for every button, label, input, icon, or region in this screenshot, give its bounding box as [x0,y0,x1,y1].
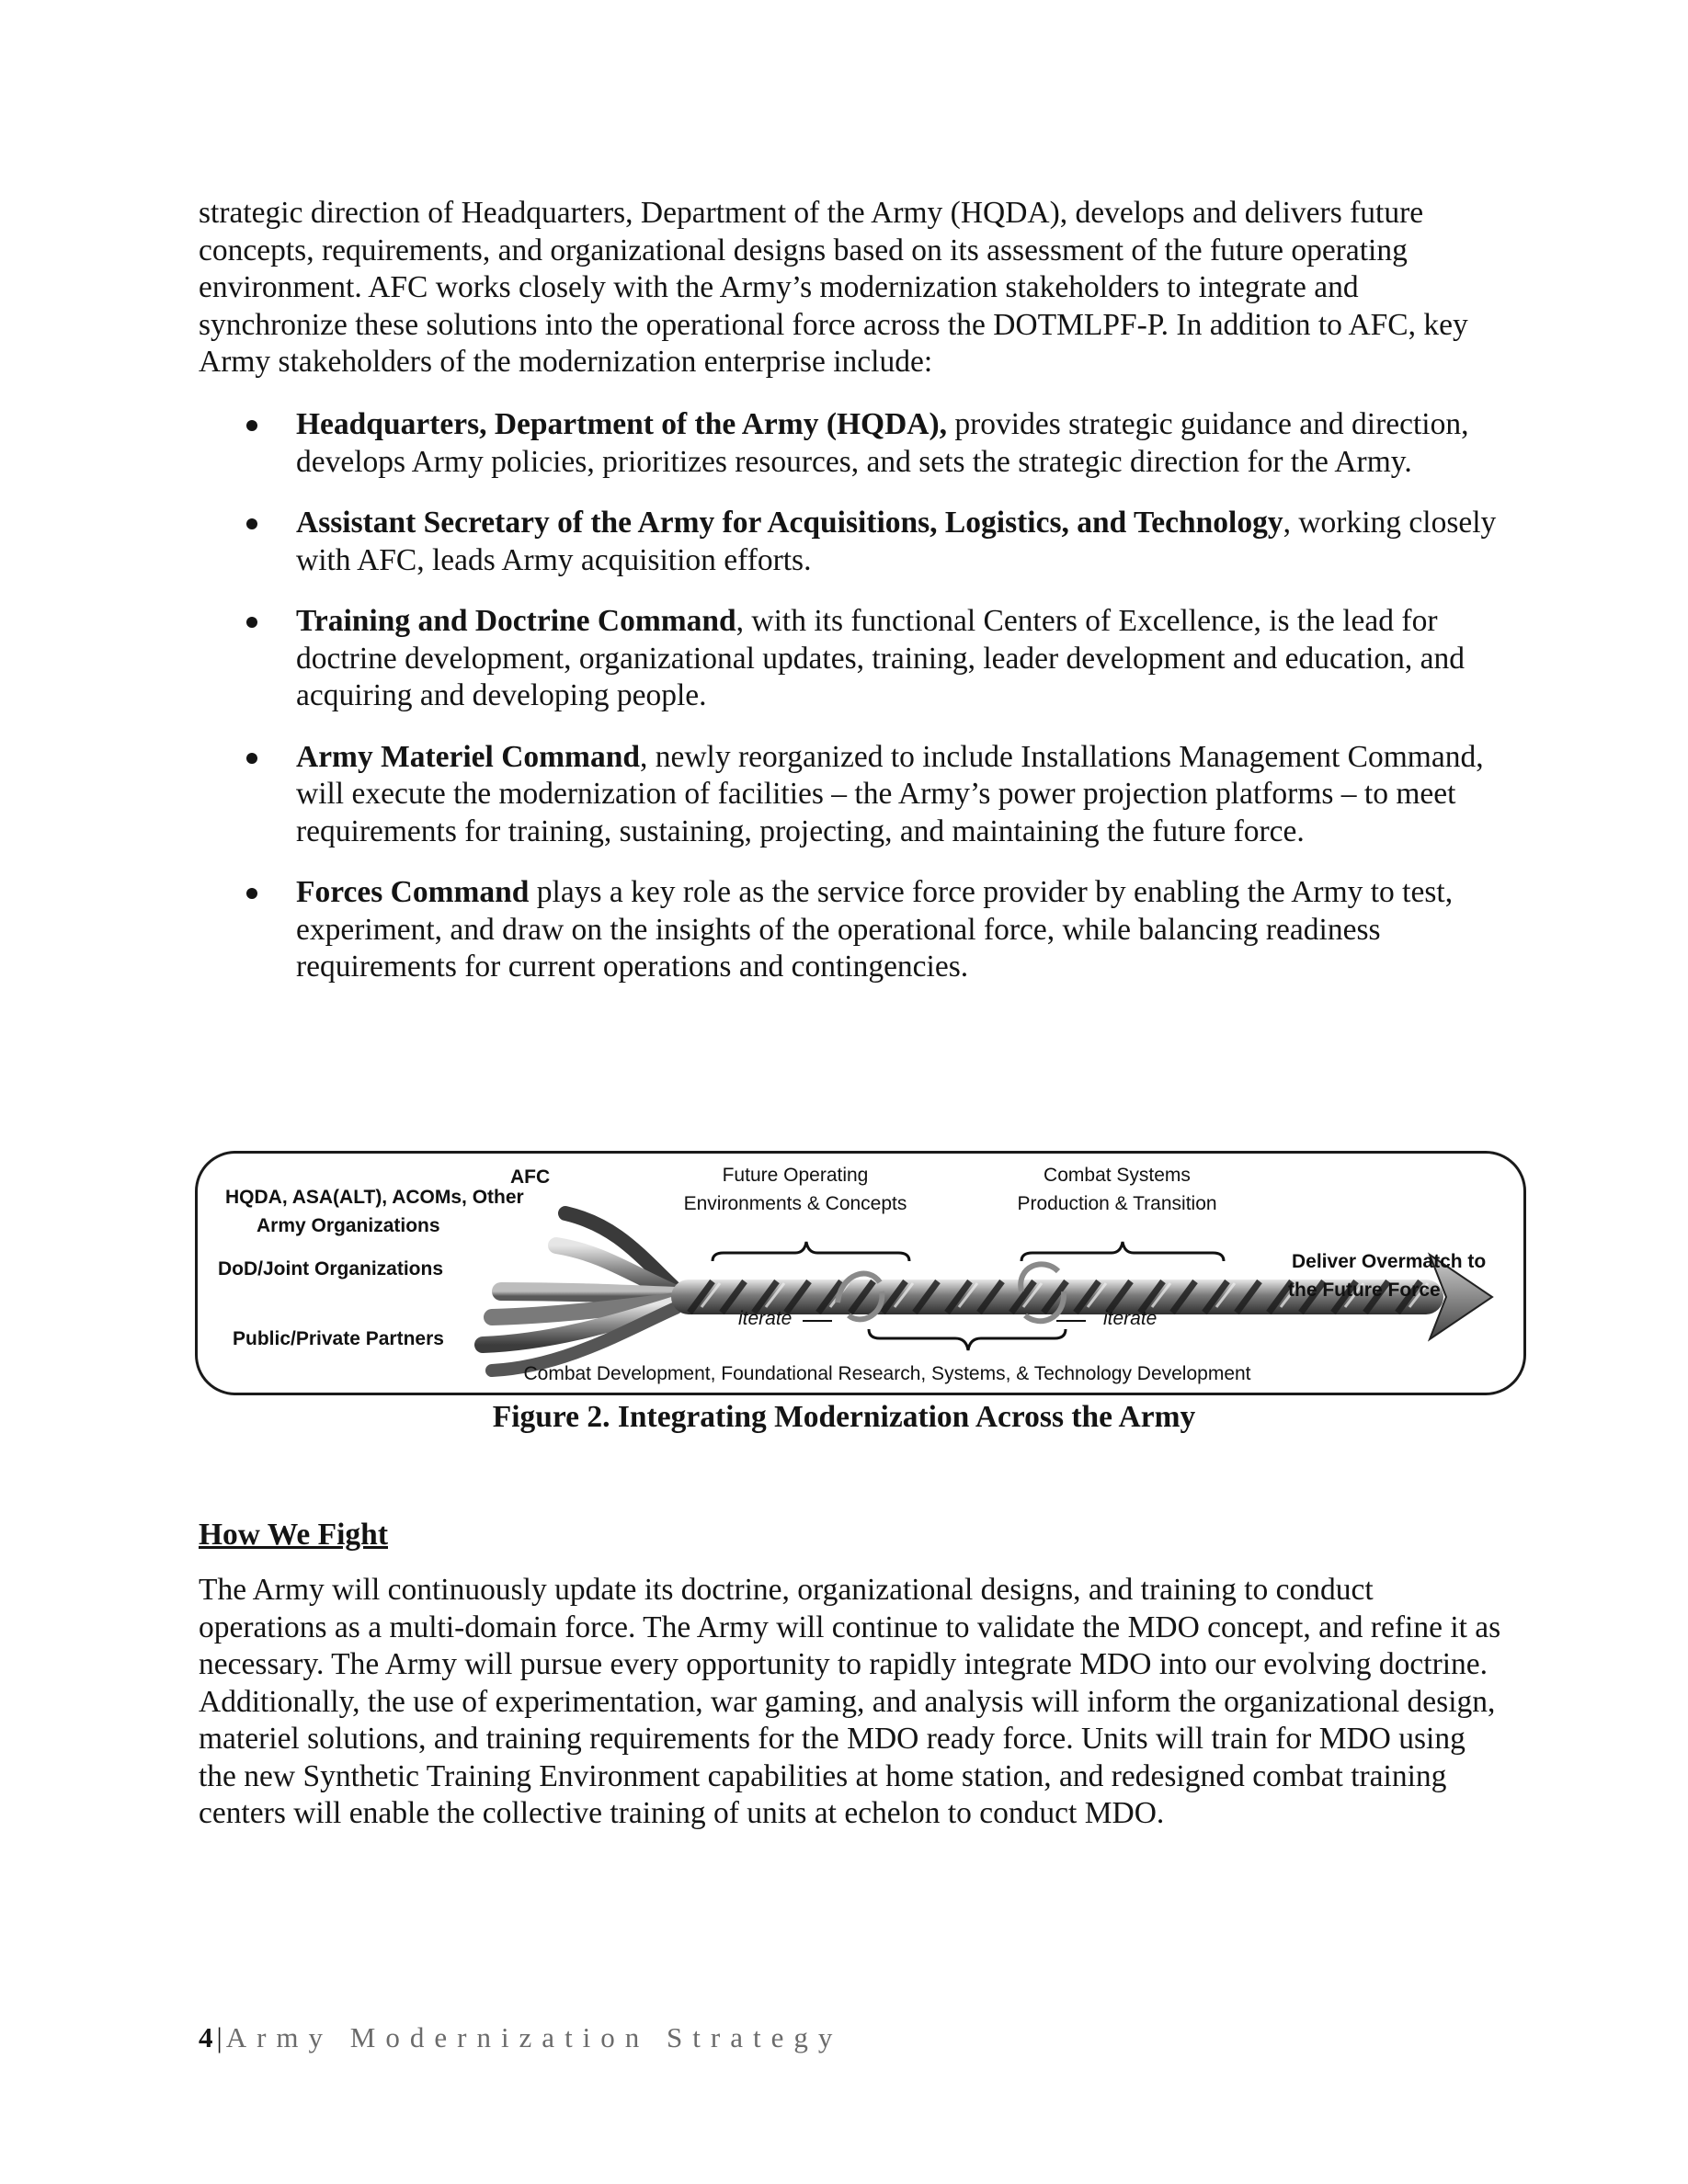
label-combat-line2: Production & Transition [1017,1193,1217,1214]
stakeholder-description: , with its functional Centers of Excellence, is the lead for doctrine development, organizational updates, training, leader development and education, and acquiring and developing people. [296,604,1466,712]
page-number: 4 [199,2021,213,2053]
brace-bottom [869,1329,1066,1350]
bullet-icon [246,888,257,899]
label-hqda-line2: Army Organizations [257,1215,440,1236]
label-future-line2: Environments & Concepts [683,1193,907,1214]
brace-future [713,1242,909,1261]
label-bottom: Combat Development, Foundational Research, Systems, & Technology Development [523,1363,1251,1384]
label-iterate-right: iterate [1103,1308,1158,1329]
bullet-icon [246,518,257,529]
stakeholder-description: provides strategic guidance and direction, develops Army policies, prioritizes resources, and sets the strategic direction for the Army. [296,407,1469,479]
stakeholder-description: , working closely with AFC, leads Army acquisition efforts. [296,506,1497,577]
label-deliver-line2: the Future Force [1288,1280,1441,1301]
label-future-line1: Future Operating [722,1165,869,1186]
bullet-icon [246,420,257,431]
label-combat-line1: Combat Systems [1044,1165,1191,1186]
bullet-icon [246,617,257,628]
label-iterate-left: iterate [738,1308,793,1329]
stakeholder-forscom [199,874,1504,986]
modernization-figure [195,1151,1526,1395]
stakeholder-name: Headquarters, Department of the Army (HQDA), [296,407,948,441]
page-footer [199,2019,842,2056]
label-hqda-line1: HQDA, ASA(ALT), ACOMs, Other [225,1187,524,1208]
section-heading: How We Fight [199,1518,388,1552]
footer-separator: | [216,2021,222,2053]
stakeholder-asa-alt [199,505,1504,579]
stakeholder-name: Forces Command [296,875,530,909]
stakeholder-list [199,406,1504,1010]
label-dod: DoD/Joint Organizations [218,1258,444,1280]
figure-caption: Figure 2. Integrating Modernization Across the Army [492,1400,1196,1434]
document-title: Army Modernization Strategy [225,2021,843,2053]
label-deliver-line1: Deliver Overmatch to [1292,1251,1487,1272]
stakeholder-tradoc [199,603,1504,715]
label-afc: AFC [510,1166,551,1188]
stakeholder-name: Assistant Secretary of the Army for Acquisitions, Logistics, and Technology [296,506,1283,540]
label-public: Public/Private Partners [233,1328,444,1349]
stakeholder-name: Training and Doctrine Command [296,604,736,638]
bullet-icon [246,753,257,764]
stakeholder-hqda [199,406,1504,481]
stakeholder-description: plays a key role as the service force provider by enabling the Army to test, experiment, and draw on the insights of the operational force, while balancing readiness requirements for current operations and contingencies. [296,875,1454,984]
brace-combat [1021,1242,1224,1261]
stakeholder-description: , newly reorganized to include Installations Management Command, will execute the modernization of facilities – the Army’s power projection platforms – to meet requirements for training, sustaining, projecting, and maintaining the future force. [296,739,1484,848]
strand-dod [501,1291,676,1296]
stakeholder-name: Army Materiel Command [296,739,640,774]
stakeholder-amc [199,739,1504,851]
section-paragraph: The Army will continuously update its doctrine, organizational designs, and training to conduct operations as a multi-domain force. The Army will continue to validate the MDO concept, and refine it as necessary. The Army will pursue every opportunity to rapidly integrate MDO into our evolving doctrine. Additionally, the use of experimentation, war gaming, and analysis will inform the organizational design, materiel solutions, and training requirements for the MDO ready force. Units will train for MDO using the new Synthetic Training Environment capabilities at home station, and redesigned combat training centers will enable the collective training of units at echelon to conduct MDO. [199,1573,1501,1830]
intro-paragraph: strategic direction of Headquarters, Department of the Army (HQDA), develops and delivers future concepts, requirements, and organizational designs based on its assessment of the future operating environment. AFC works closely with the Army’s modernization stakeholders to integrate and synchronize these solutions into the operational force across the DOTMLPF-P. In addition to AFC, key Army stakeholders of the modernization enterprise include: [199,196,1468,379]
